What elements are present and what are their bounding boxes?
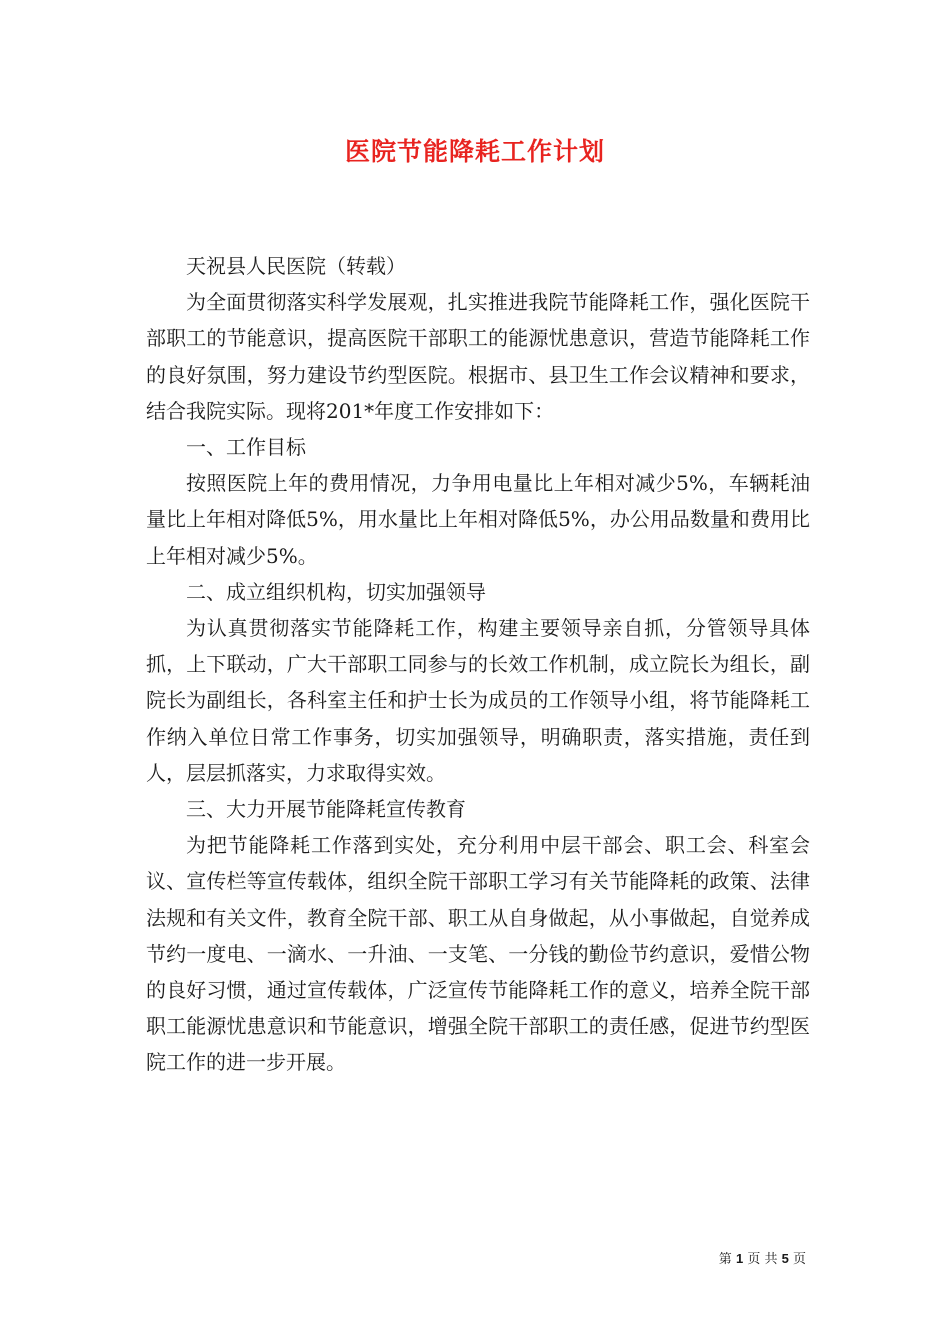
page-number-footer: [719, 1248, 806, 1267]
intro-paragraph: 为全面贯彻落实科学发展观，扎实推进我院节能降耗工作，强化医院干部职工的节能意识，提高医院干部职工的能源忧患意识，营造节能降耗工作的良好氛围，努力建设节约型医院。根据市、县卫生工作会议精神和要求，结合我院实际。现将201*年度工作安排如下：: [146, 290, 810, 423]
document-body: [146, 248, 810, 1081]
document-title: 医院节能降耗工作计划: [344, 137, 605, 166]
section-heading-3: 三、大力开展节能降耗宣传教育: [186, 797, 466, 822]
footer-prefix: 第: [718, 1252, 732, 1267]
current-page-number: 1: [735, 1251, 744, 1266]
section-heading-1: 一、工作目标: [186, 435, 306, 460]
section-heading-2: 二、成立组织机构，切实加强领导: [186, 579, 486, 604]
source-line: 天祝县人民医院（转载）: [186, 254, 406, 278]
total-pages-number: 5: [781, 1251, 789, 1266]
section-1-paragraph: 按照医院上年的费用情况，力争用电量比上年相对减少5%，车辆耗油量比上年相对降低5%，用水量比上年相对降低5%，办公用品数量和费用比上年相对减少5%。: [146, 471, 810, 568]
footer-suffix: 页: [792, 1252, 806, 1267]
footer-middle: 页 共: [747, 1252, 778, 1267]
section-2-paragraph: 为认真贯彻落实节能降耗工作，构建主要领导亲自抓，分管领导具体抓，上下联动，广大干部职工同参与的长效工作机制，成立院长为组长，副院长为副组长，各科室主任和护士长为成员的工作领导小组，将节能降耗工作纳入单位日常工作事务，切实加强领导，明确职责，落实措施，责任到人，层层抓落实，力求取得实效。: [146, 616, 810, 785]
section-3-paragraph: 为把节能降耗工作落到实处，充分利用中层干部会、职工会、科室会议、宣传栏等宣传载体，组织全院干部职工学习有关节能降耗的政策、法律法规和有关文件，教育全院干部、职工从自身做起，从小事做起，自觉养成节约一度电、一滴水、一升油、一支笔、一分钱的勤俭节约意识，爱惜公物的良好习惯，通过宣传载体，广泛宣传节能降耗工作的意义，培养全院干部职工能源忧患意识和节能意识，增强全院干部职工的责任感，促进节约型医院工作的进一步开展。: [146, 833, 810, 1075]
